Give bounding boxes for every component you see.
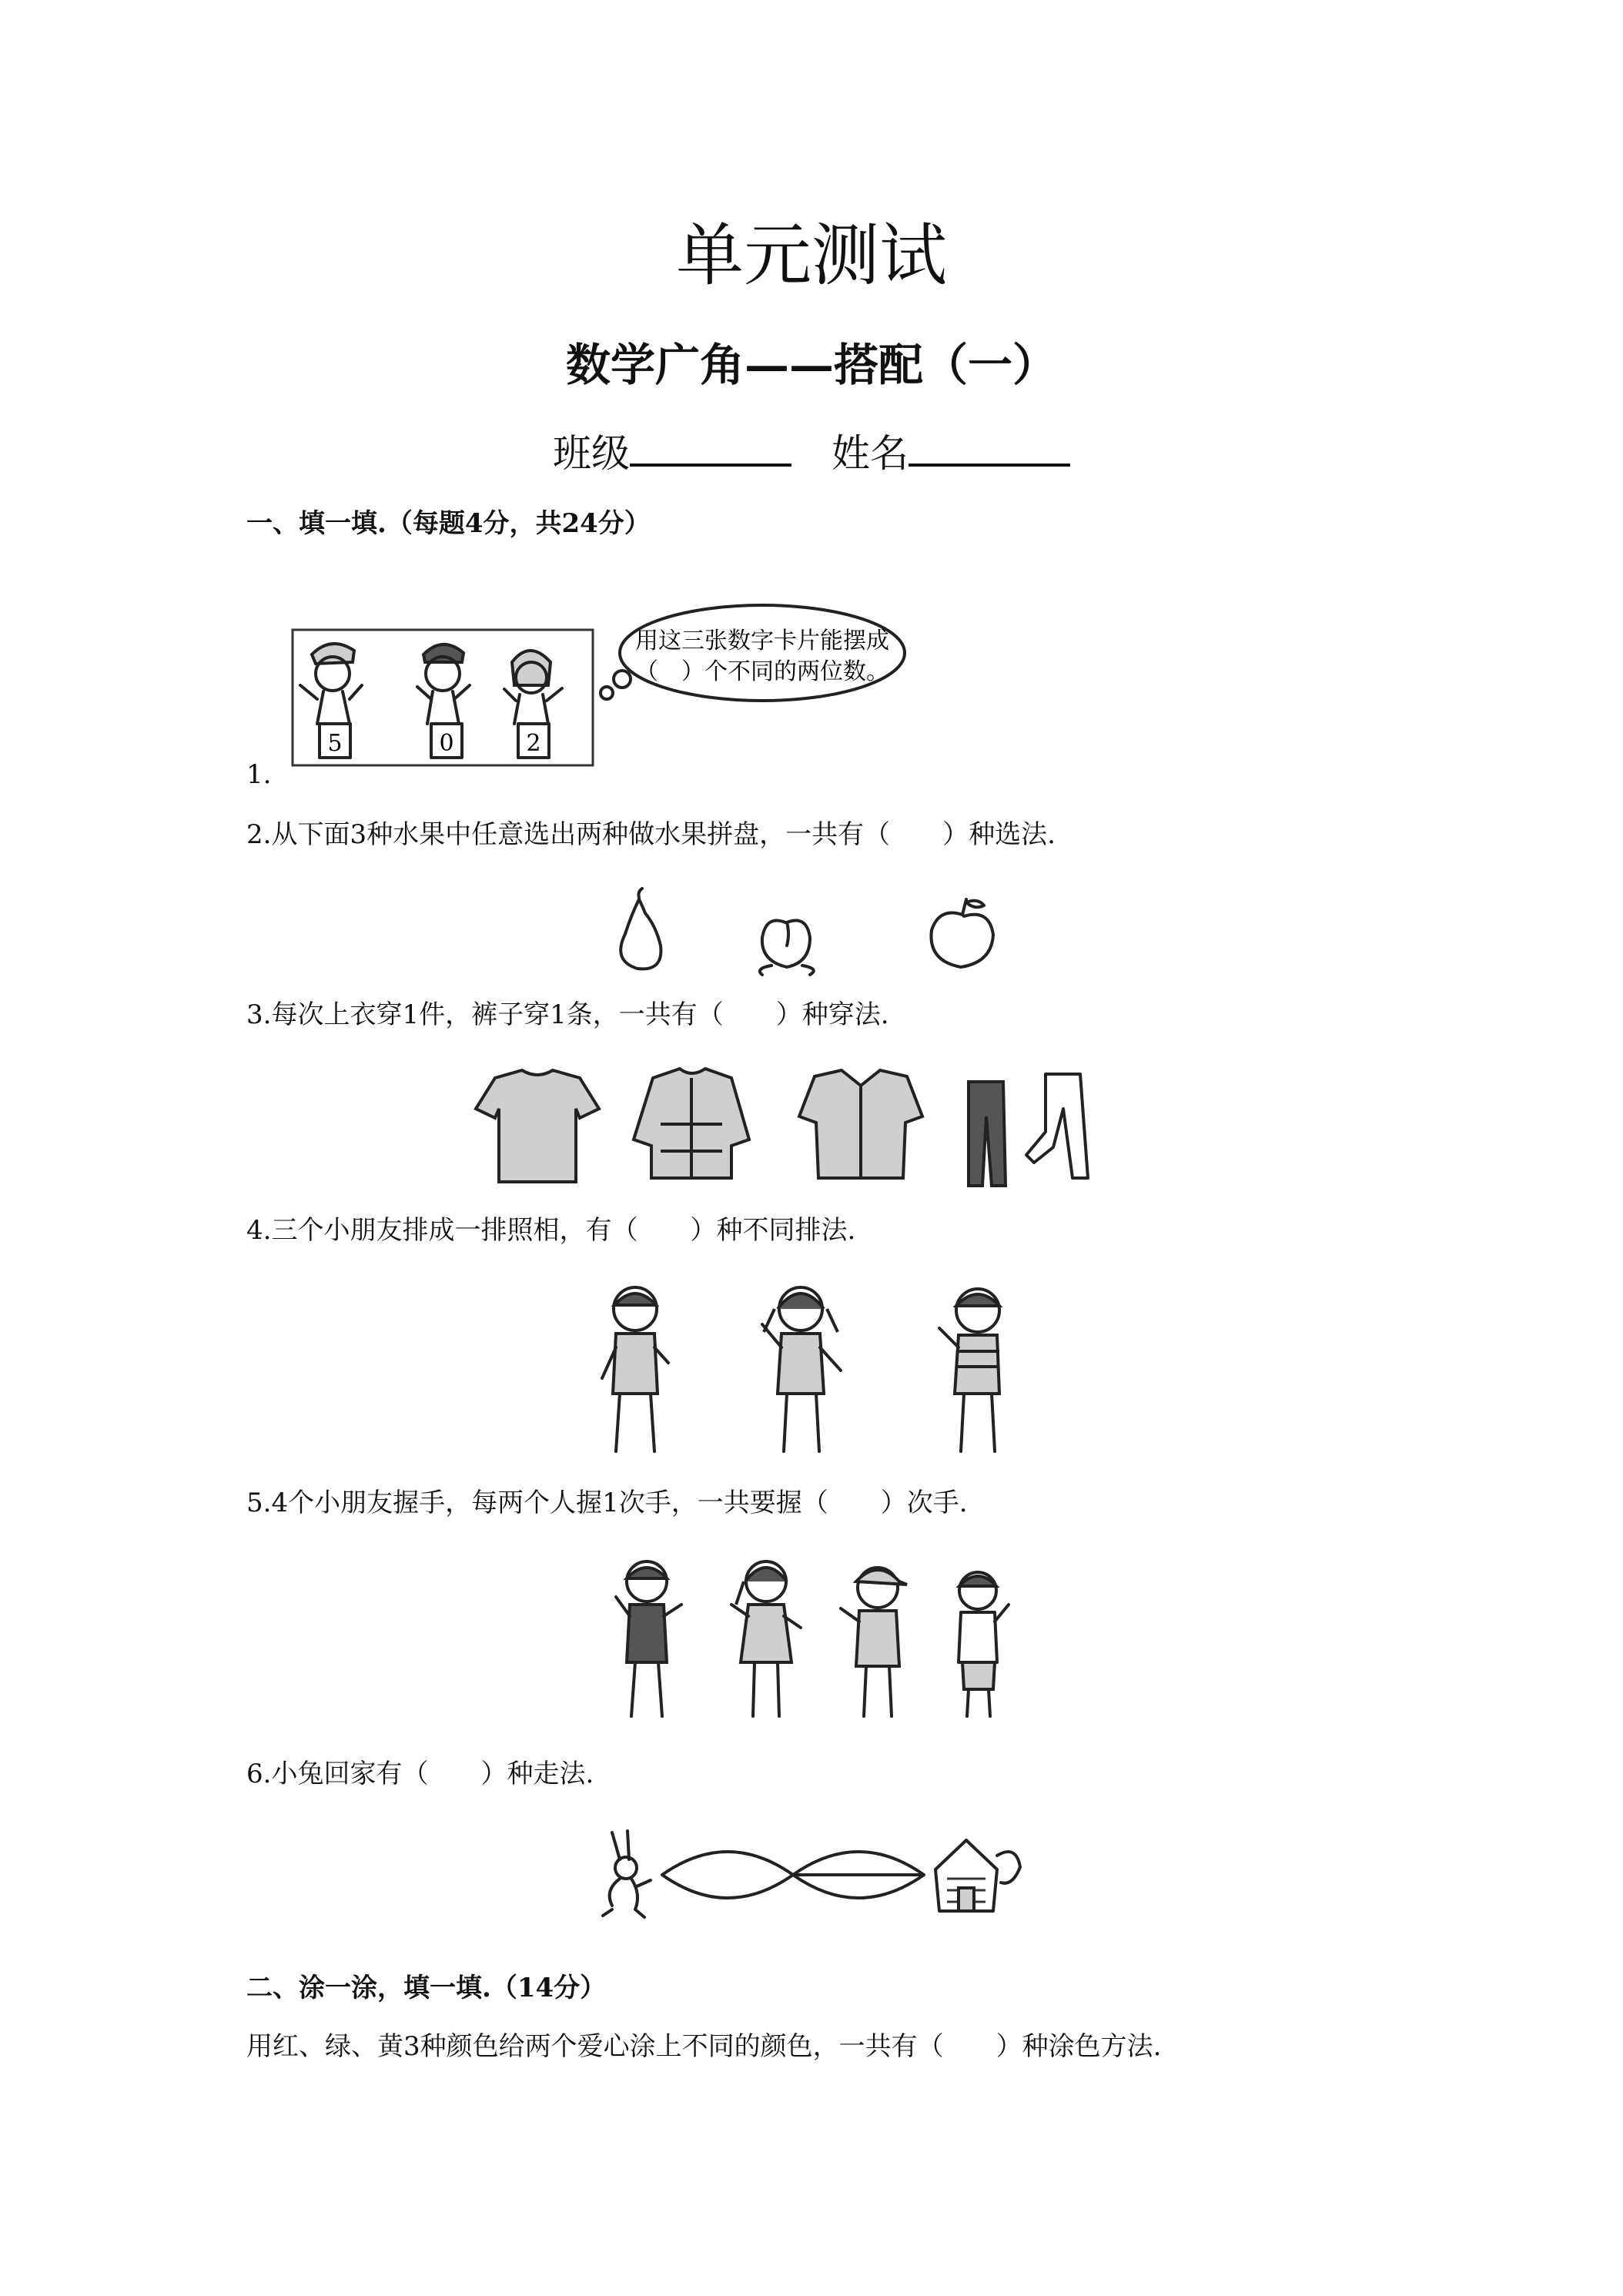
jacket-icon: [634, 1069, 749, 1178]
peach-icon: [760, 921, 814, 976]
question-5: 5.4个小朋友握手，每两个人握1次手，一共要握（ ）次手.: [246, 1488, 968, 1518]
q1-illustration: [285, 608, 947, 770]
house-icon: [935, 1840, 1020, 1911]
question-3: 3.每次上衣穿1件，裤子穿1条，一共有（ ）种穿法.: [246, 999, 889, 1030]
page-subtitle: 数学广角——搭配（一）: [565, 339, 1057, 391]
boy-icon: [602, 1287, 668, 1451]
q1-number: 1.: [246, 759, 272, 790]
girl-icon: [762, 1287, 841, 1451]
bubble-line-2: （ ）个不同的两位数。: [635, 658, 889, 685]
question-2: 2.从下面3种水果中任意选出两种做水果拼盘，一共有（ ）种选法.: [246, 819, 1056, 850]
bubble-line-1: 用这三张数字卡片能摆成: [635, 628, 889, 654]
question-4: 4.三个小朋友排成一排照相，有（ ）种不同排法.: [246, 1215, 856, 1246]
child-icon: [731, 1561, 801, 1716]
clothes-images: [460, 1063, 1153, 1193]
pear-icon: [621, 889, 661, 969]
path-curve: [662, 1852, 793, 1898]
class-label: 班级: [553, 431, 630, 476]
four-children-images: [601, 1551, 1032, 1728]
shirt-icon: [799, 1070, 922, 1178]
tshirt-icon: [476, 1070, 599, 1182]
student-info-line: [0, 428, 1623, 478]
section-1-heading: 一、填一填.（每题4分，共24分）: [246, 508, 651, 539]
boy-icon: [939, 1289, 999, 1451]
three-children-images: [593, 1278, 1055, 1463]
section-2-question: 用红、绿、黄3种颜色给两个爱心涂上不同的颜色，一共有（ ）种涂色方法.: [246, 2031, 1162, 2062]
apple-icon: [931, 899, 993, 967]
pants-icon: [1026, 1074, 1088, 1178]
card-5: 5: [327, 730, 343, 757]
name-blank[interactable]: [909, 428, 1070, 467]
child-icon: [300, 644, 362, 724]
class-blank[interactable]: [630, 428, 791, 467]
child-icon: [504, 651, 562, 724]
card-0: 0: [439, 730, 454, 757]
page-title: 单元测试: [675, 216, 947, 295]
fruit-images: [608, 892, 1024, 976]
name-label: 姓名: [832, 431, 909, 476]
child-icon: [841, 1568, 907, 1716]
rabbit-icon: [603, 1831, 651, 1917]
child-icon: [417, 644, 470, 724]
trousers-icon: [969, 1082, 1006, 1186]
child-icon: [616, 1561, 681, 1716]
question-6: 6.小兔回家有（ ）种走法.: [246, 1759, 594, 1789]
card-2: 2: [526, 730, 541, 757]
section-2-heading: 二、涂一涂，填一填.（14分）: [246, 1973, 607, 2003]
child-icon: [959, 1572, 1009, 1716]
rabbit-paths-image: [597, 1825, 1028, 1925]
path-curve: [793, 1852, 924, 1898]
